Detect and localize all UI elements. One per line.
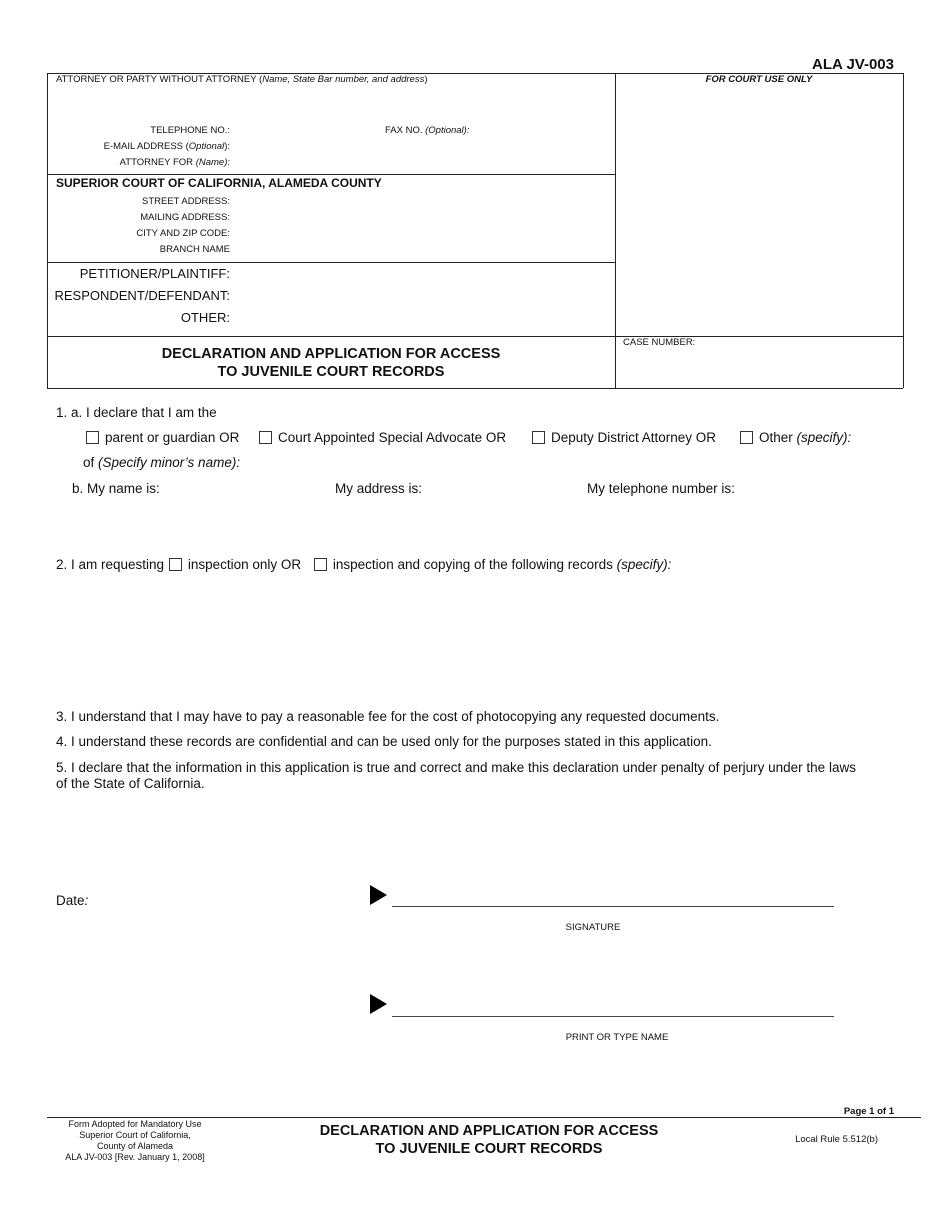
adopted-line1: Form Adopted for Mandatory Use xyxy=(68,1119,202,1129)
attorney-section-divider xyxy=(47,174,615,175)
city-zip-label: CITY AND ZIP CODE: xyxy=(136,228,230,239)
item3-text: 3. I understand that I may have to pay a reasonable fee for the cost of photocopying any requested documents. xyxy=(56,709,720,724)
signature-line[interactable] xyxy=(392,906,834,907)
attorney-for-label: ATTORNEY FOR (Name): xyxy=(119,157,230,168)
form-title-line1: DECLARATION AND APPLICATION FOR ACCESS xyxy=(161,346,501,362)
form-title-line2: TO JUVENILE COURT RECORDS xyxy=(217,364,445,380)
branch-name-label: BRANCH NAME xyxy=(159,244,230,255)
parties-section-divider xyxy=(47,336,903,337)
signature-arrow-icon xyxy=(370,885,387,905)
form-title xyxy=(47,345,615,381)
header-right-border xyxy=(903,73,904,388)
item2-line xyxy=(56,557,671,572)
petitioner-label: PETITIONER/PLAINTIFF: xyxy=(79,266,230,281)
court-name: SUPERIOR COURT OF CALIFORNIA, ALAMEDA COUNTY xyxy=(56,176,382,190)
casa-option xyxy=(259,430,506,445)
street-address-label: STREET ADDRESS: xyxy=(142,196,230,207)
item1b-name-label: b. My name is: xyxy=(72,481,160,496)
form-id: ALA JV-003 xyxy=(812,56,894,73)
court-use-only-label: FOR COURT USE ONLY xyxy=(705,74,813,85)
minor-name-label: of (Specify minor’s name): xyxy=(83,455,241,470)
page-number: Page 1 of 1 xyxy=(843,1106,894,1117)
telephone-label: TELEPHONE NO.: xyxy=(150,125,230,136)
parties-labels xyxy=(47,265,230,335)
case-number-label: CASE NUMBER: xyxy=(623,337,696,348)
court-section-divider xyxy=(47,262,615,263)
parent-guardian-checkbox[interactable] xyxy=(86,431,99,444)
footer-title-line1: DECLARATION AND APPLICATION FOR ACCESS xyxy=(319,1123,659,1139)
inspection-only-checkbox[interactable] xyxy=(169,558,182,571)
attorney-label: ATTORNEY OR PARTY WITHOUT ATTORNEY (Name, State Bar number, and address) xyxy=(56,74,428,85)
item1a-intro: 1. a. I declare that I am the xyxy=(56,405,217,420)
other-specify: (specify): xyxy=(796,430,852,445)
header-bottom-border xyxy=(47,388,903,389)
attorney-contact-labels xyxy=(47,124,230,174)
item1b-phone-label: My telephone number is: xyxy=(587,481,735,496)
local-rule: Local Rule 5.512(b) xyxy=(795,1134,878,1145)
footer-title-line2: TO JUVENILE COURT RECORDS xyxy=(375,1141,603,1157)
inspection-copying-checkbox[interactable] xyxy=(314,558,327,571)
inspection-only-label: inspection only OR xyxy=(187,557,302,572)
signature-label: SIGNATURE xyxy=(565,922,621,933)
item1b-address-label: My address is: xyxy=(335,481,423,496)
casa-label: Court Appointed Special Advocate OR xyxy=(278,430,507,445)
fax-label: FAX NO. (Optional): xyxy=(385,125,470,136)
other-option xyxy=(740,430,851,445)
date-label: Date: xyxy=(56,893,89,908)
print-name-arrow-icon xyxy=(370,994,387,1014)
footer-rule xyxy=(47,1117,921,1118)
print-name-label: PRINT OR TYPE NAME xyxy=(565,1032,669,1043)
email-label: E-MAIL ADDRESS (Optional): xyxy=(103,141,230,152)
header-column-divider xyxy=(615,73,616,388)
other-label: Other xyxy=(759,430,793,445)
other-checkbox[interactable] xyxy=(740,431,753,444)
item1a-options xyxy=(86,430,239,445)
item2-prefix: 2. I am requesting xyxy=(56,557,165,572)
court-address-labels xyxy=(47,196,230,260)
item5-text-line2: of the State of California. xyxy=(56,776,205,791)
dda-checkbox[interactable] xyxy=(532,431,545,444)
form-adopted-block xyxy=(47,1119,223,1163)
adopted-line4: ALA JV-003 [Rev. January 1, 2008] xyxy=(65,1152,205,1162)
other-party-label: OTHER: xyxy=(180,310,230,325)
adopted-line2: Superior Court of California, xyxy=(79,1130,191,1140)
parent-guardian-label: parent or guardian OR xyxy=(105,430,240,445)
dda-label: Deputy District Attorney OR xyxy=(551,430,717,445)
casa-checkbox[interactable] xyxy=(259,431,272,444)
mailing-address-label: MAILING ADDRESS: xyxy=(140,212,230,223)
footer-title xyxy=(288,1122,690,1158)
dda-option xyxy=(532,430,716,445)
inspection-copying-label: inspection and copying of the following records xyxy=(332,557,613,572)
item2-specify: (specify): xyxy=(616,557,672,572)
respondent-label: RESPONDENT/DEFENDANT: xyxy=(54,288,230,303)
item5-text-line1: 5. I declare that the information in this application is true and correct and make this declaration under penalty of perjury under the laws xyxy=(56,760,856,775)
adopted-line3: County of Alameda xyxy=(96,1141,174,1151)
item4-text: 4. I understand these records are confidential and can be used only for the purposes stated in this application. xyxy=(56,734,712,749)
print-name-line[interactable] xyxy=(392,1016,834,1017)
